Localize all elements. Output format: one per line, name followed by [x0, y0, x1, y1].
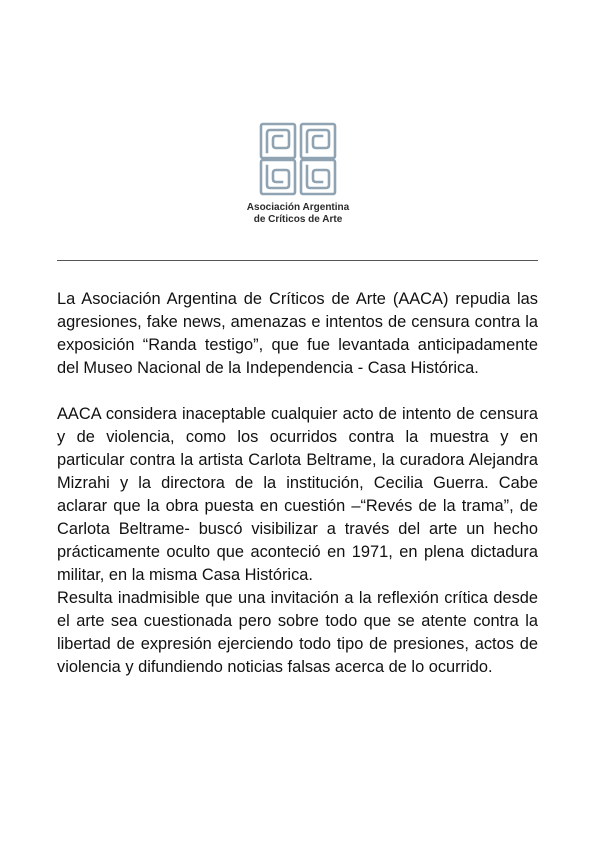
logo-text-line-2: de Críticos de Arte	[253, 213, 343, 225]
paragraph-2: AACA considera inaceptable cualquier acto de intento de censura y de violencia, como los ocurridos contra la muestra y en particular contra la artista Carlota Beltrame, la curadora Alejandra Mizrahi y la directora de la institución, Cecilia Guerra. Cabe aclarar que la obra puesta en cuestión –“Revés de la trama”, de Carlota Beltrame- buscó visibilizar a través del arte un hecho prácticamente oculto que aconteció en 1971, en plena dictadura militar, en la misma Casa Histórica.	[57, 405, 538, 584]
paragraph-3: Resulta inadmisible que una invitación a la reflexión crítica desde el arte sea cuestionada pero sobre todo que se atente contra la libertad de expresión ejerciendo todo tipo de presiones, actos de violencia y difundiendo noticias falsas acerca de lo ocurrido.	[57, 589, 538, 676]
logo-text-line-1: Asociación Argentina	[246, 202, 350, 213]
header-divider	[57, 260, 538, 261]
aaca-logo-icon	[258, 121, 338, 197]
statement-body	[57, 288, 538, 679]
paragraph-1: La Asociación Argentina de Críticos de Arte (AACA) repudia las agresiones, fake news, amenazas e intentos de censura contra la exposición “Randa testigo”, que fue levantada anticipadamente del Museo Nacional de la Independencia - Casa Histórica.	[57, 290, 538, 377]
logo-wordmark	[200, 202, 396, 225]
